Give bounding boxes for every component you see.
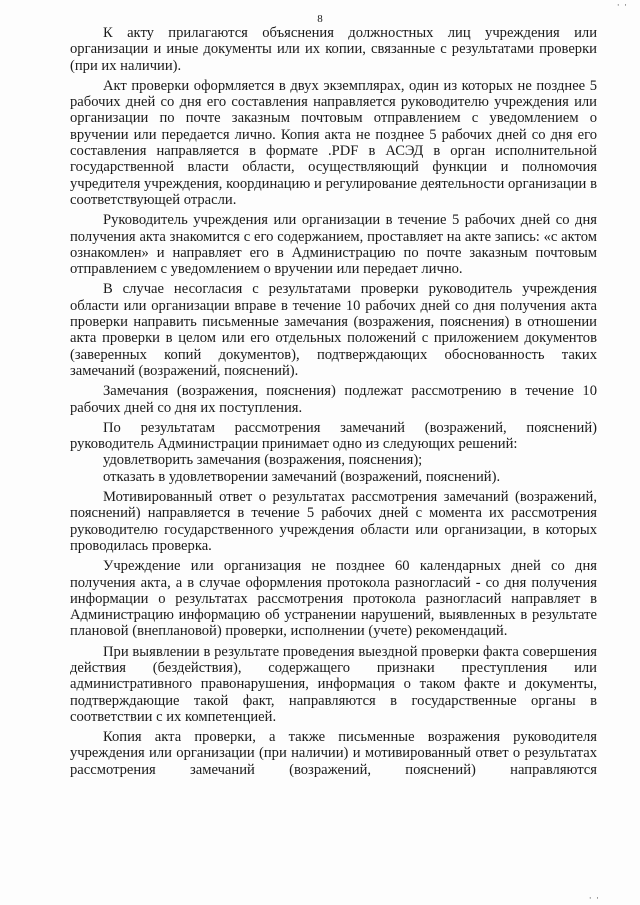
- paragraph-list-item: удовлетворить замечания (возражения, пояснения);: [103, 452, 423, 469]
- document-body: [70, 25, 597, 778]
- paragraph: Акт проверки оформляется в двух экземплярах, один из которых не позднее 5 рабочих дней со дня его составления направляется руководителю учреждения или организации по почте заказным почтовым отправлением с уведомлением о вручении или передается лично. Копия акта не позднее 5 рабочих дней со дня его составления направляется в формате .PDF в АСЭД в орган исполнительной государственной власти области, осуществляющий функции и полномочия учредителя учреждения, координацию и регулирование деятельности организации в соответствующей отрасли.: [70, 77, 597, 208]
- scan-mark-bottom: · ·: [588, 893, 600, 903]
- paragraph: Копия акта проверки, а также письменные возражения руководителя учреждения или организации (при наличии) и мотивированный ответ о результатах рассмотрения замечаний (возражений, пояснений) направляются: [70, 729, 597, 778]
- paragraph: К акту прилагаются объяснения должностных лиц учреждения или организации и иные документы или их копии, связанные с результатами проверки (при их наличии).: [70, 25, 597, 74]
- paragraph: При выявлении в результате проведения выездной проверки факта совершения действия (бездействия), содержащего признаки преступления или административного правонарушения, информация о таком факте и документы, подтверждающие такой факт, направляются в государственные органы в соответствии с их компетенцией.: [70, 643, 597, 725]
- paragraph-list-item: отказать в удовлетворении замечаний (возражений, пояснений).: [103, 468, 501, 485]
- paragraph: В случае несогласия с результатами проверки руководитель учреждения области или организации вправе в течение 10 рабочих дней со дня получения акта проверки направить письменные замечания (возражения, пояснения) в отношении акта проверки в целом или его отдельных положений с приложением документов (заверенных копий документов), подтверждающих обоснованность таких замечаний (возражений, пояснений).: [70, 281, 597, 379]
- paragraph: Учреждение или организация не позднее 60 календарных дней со дня получения акта, а в случае оформления протокола разногласий - со дня получения информации о результатах рассмотрения протокола разногласий направляет в Администрацию информацию об устранении нарушений, выявленных в результате плановой (внеплановой) проверки, исполнении (учете) рекомендаций.: [70, 558, 597, 640]
- paragraph: Замечания (возражения, пояснения) подлежат рассмотрению в течение 10 рабочих дней со дня их поступления.: [70, 383, 597, 416]
- scan-mark-top: · ·: [616, 0, 628, 10]
- paragraph: По результатам рассмотрения замечаний (возражений, пояснений) руководитель Администрации принимает одно из следующих решений:: [70, 419, 597, 453]
- page-number: 8: [317, 13, 323, 25]
- paragraph: Руководитель учреждения или организации в течение 5 рабочих дней со дня получения акта знакомится с его содержанием, проставляет на акте запись: «с актом ознакомлен» и направляет его в Администрацию по почте заказным почтовым отправлением с уведомлением о вручении или передает лично.: [70, 212, 597, 278]
- paragraph: Мотивированный ответ о результатах рассмотрения замечаний (возражений, пояснений) направляется в течение 5 рабочих дней с момента их рассмотрения руководителю государственного учреждения области или организации, в которых проводилась проверка.: [70, 489, 597, 554]
